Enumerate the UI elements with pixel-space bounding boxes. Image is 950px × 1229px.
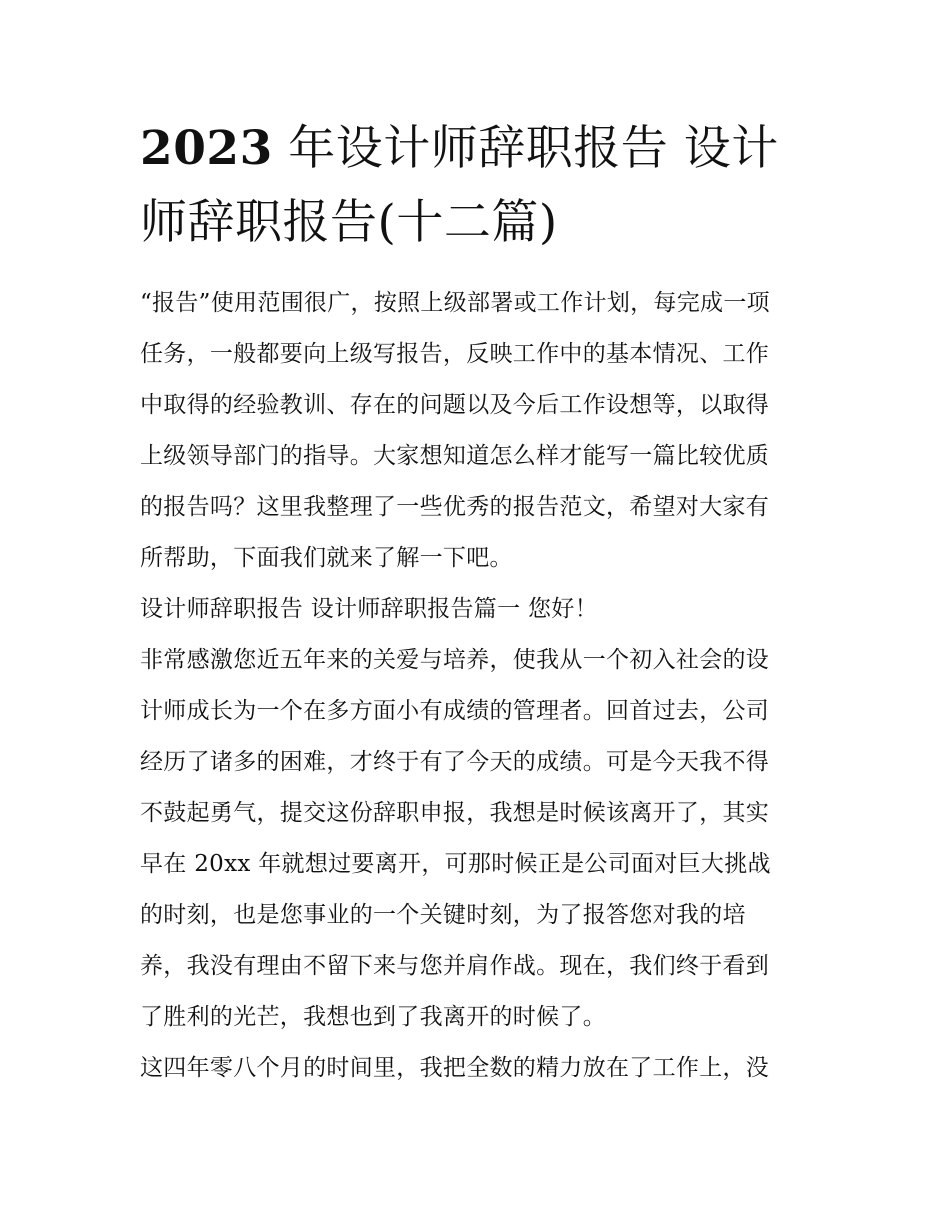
- section-heading: 设计师辞职报告 设计师辞职报告篇一 您好！: [140, 596, 598, 622]
- body-line: 非常感激您近五年来的关爱与培养，使我从一个初入社会的设: [140, 647, 770, 673]
- intro-line: 的报告吗？这里我整理了一些优秀的报告范文，希望对大家有: [140, 494, 770, 520]
- document-title: [140, 112, 820, 260]
- body-line: 不鼓起勇气，提交这份辞职申报，我想是时候该离开了，其实: [140, 800, 770, 826]
- section-heading-paragraph: [140, 584, 820, 635]
- final-line: 这四年零八个月的时间里，我把全数的精力放在了工作上，没: [140, 1055, 770, 1081]
- title-line-1-rest: 年设计师辞职报告 设计: [272, 121, 779, 176]
- intro-line: 上级领导部门的指导。大家想知道怎么样才能写一篇比较优质: [140, 443, 770, 469]
- intro-line: 所帮助，下面我们就来了解一下吧。: [140, 545, 513, 571]
- body-line: 的时刻，也是您事业的一个关键时刻，为了报答您对我的培: [140, 902, 746, 928]
- body-line: 早在 20xx 年就想过要离开，可那时候正是公司面对巨大挑战: [140, 851, 771, 877]
- intro-line: 中取得的经验教训、存在的问题以及今后工作设想等，以取得: [140, 392, 770, 418]
- title-line-1: [140, 112, 820, 186]
- document-page: [140, 112, 820, 1094]
- title-year: 2023: [140, 121, 273, 176]
- body-line: 计师成长为一个在多方面小有成绩的管理者。回首过去，公司: [140, 698, 770, 724]
- body-line: 经历了诸多的困难，才终于有了今天的成绩。可是今天我不得: [140, 749, 770, 775]
- intro-line: “报告”使用范围很广，按照上级部署或工作计划，每完成一项: [140, 290, 770, 316]
- body-line: 养，我没有理由不留下来与您并肩作战。现在，我们终于看到: [140, 953, 770, 979]
- body-line: 了胜利的光芒，我想也到了我离开的时候了。: [140, 1004, 606, 1030]
- body-paragraph: [140, 635, 820, 1043]
- intro-paragraph: [140, 278, 820, 584]
- title-line-2: 师辞职报告(十二篇): [140, 195, 558, 250]
- final-paragraph: [140, 1043, 820, 1094]
- intro-line: 任务，一般都要向上级写报告，反映工作中的基本情况、工作: [140, 341, 770, 367]
